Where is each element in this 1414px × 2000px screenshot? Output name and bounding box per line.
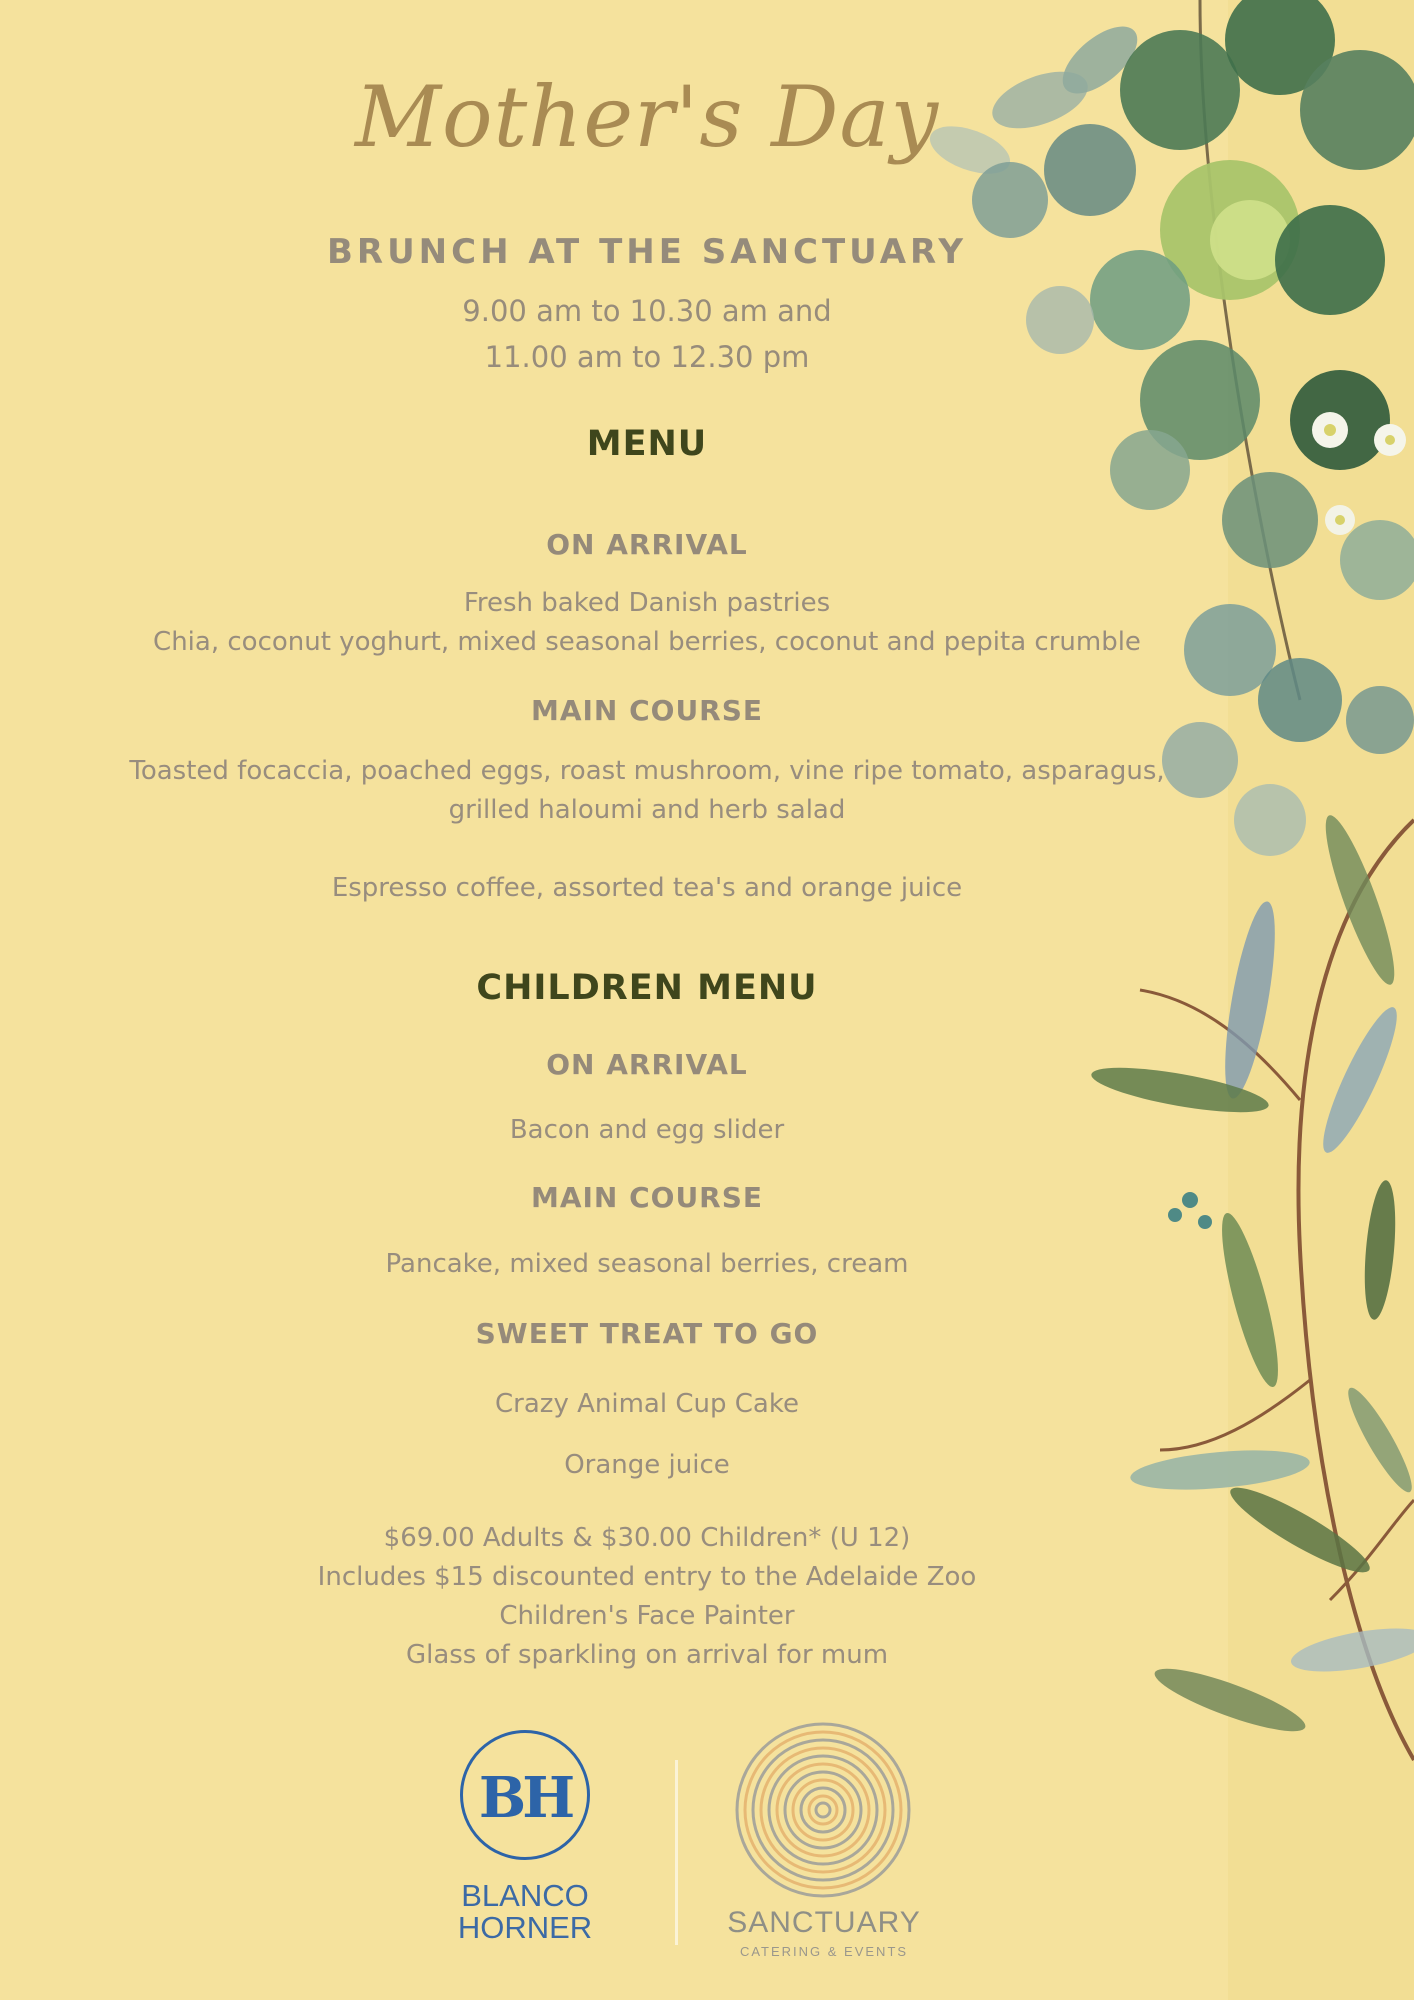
main-course-heading: MAIN COURSE [530,694,764,727]
page-title: Mother's Day [354,68,940,166]
blanco-horner-logo [460,1730,590,1860]
children-main-heading: MAIN COURSE [530,1181,764,1214]
concentric-rings-icon [733,1720,913,1900]
main-course-item: grilled haloumi and herb salad [448,795,846,825]
drinks-item: Espresso coffee, assorted tea's and orange juice [331,873,963,903]
inclusion-item: Children's Face Painter [499,1601,795,1631]
children-main-item: Pancake, mixed seasonal berries, cream [385,1249,909,1279]
footer-logos [0,1720,1294,1980]
sanctuary-tagline: CATERING & EVENTS [739,1944,909,1959]
blanco-horner-word-2: HORNER [457,1910,593,1945]
sweet-treat-heading: SWEET TREAT TO GO [475,1317,819,1350]
blanco-horner-word-1: BLANCO [461,1878,589,1913]
inclusion-item: Includes $15 discounted entry to the Adelaide Zoo [317,1562,977,1592]
main-course-item: Toasted focaccia, poached eggs, roast mushroom, vine ripe tomato, asparagus, [129,756,1165,786]
arrival-heading: ON ARRIVAL [546,528,748,561]
blanco-horner-monogram: BH [478,1765,572,1831]
arrival-item: Fresh baked Danish pastries [463,588,831,618]
sanctuary-wordmark: SANCTUARY [727,1906,921,1939]
event-title: BRUNCH AT THE SANCTUARY [326,232,968,272]
inclusion-item: Glass of sparkling on arrival for mum [405,1640,889,1670]
price-line: $69.00 Adults & $30.00 Children* (U 12) [383,1523,911,1553]
sweet-treat-item: Crazy Animal Cup Cake [495,1389,799,1419]
session-time-1: 9.00 am to 10.30 am and [462,294,832,328]
children-menu-heading: CHILDREN MENU [476,968,818,1008]
session-time-2: 11.00 am to 12.30 pm [484,340,810,374]
arrival-item: Chia, coconut yoghurt, mixed seasonal berries, coconut and pepita crumble [153,627,1141,657]
logo-divider [675,1760,678,1945]
menu-heading: MENU [586,424,708,464]
children-drink-item: Orange juice [564,1450,730,1480]
children-arrival-heading: ON ARRIVAL [546,1048,748,1081]
children-arrival-item: Bacon and egg slider [509,1115,785,1145]
